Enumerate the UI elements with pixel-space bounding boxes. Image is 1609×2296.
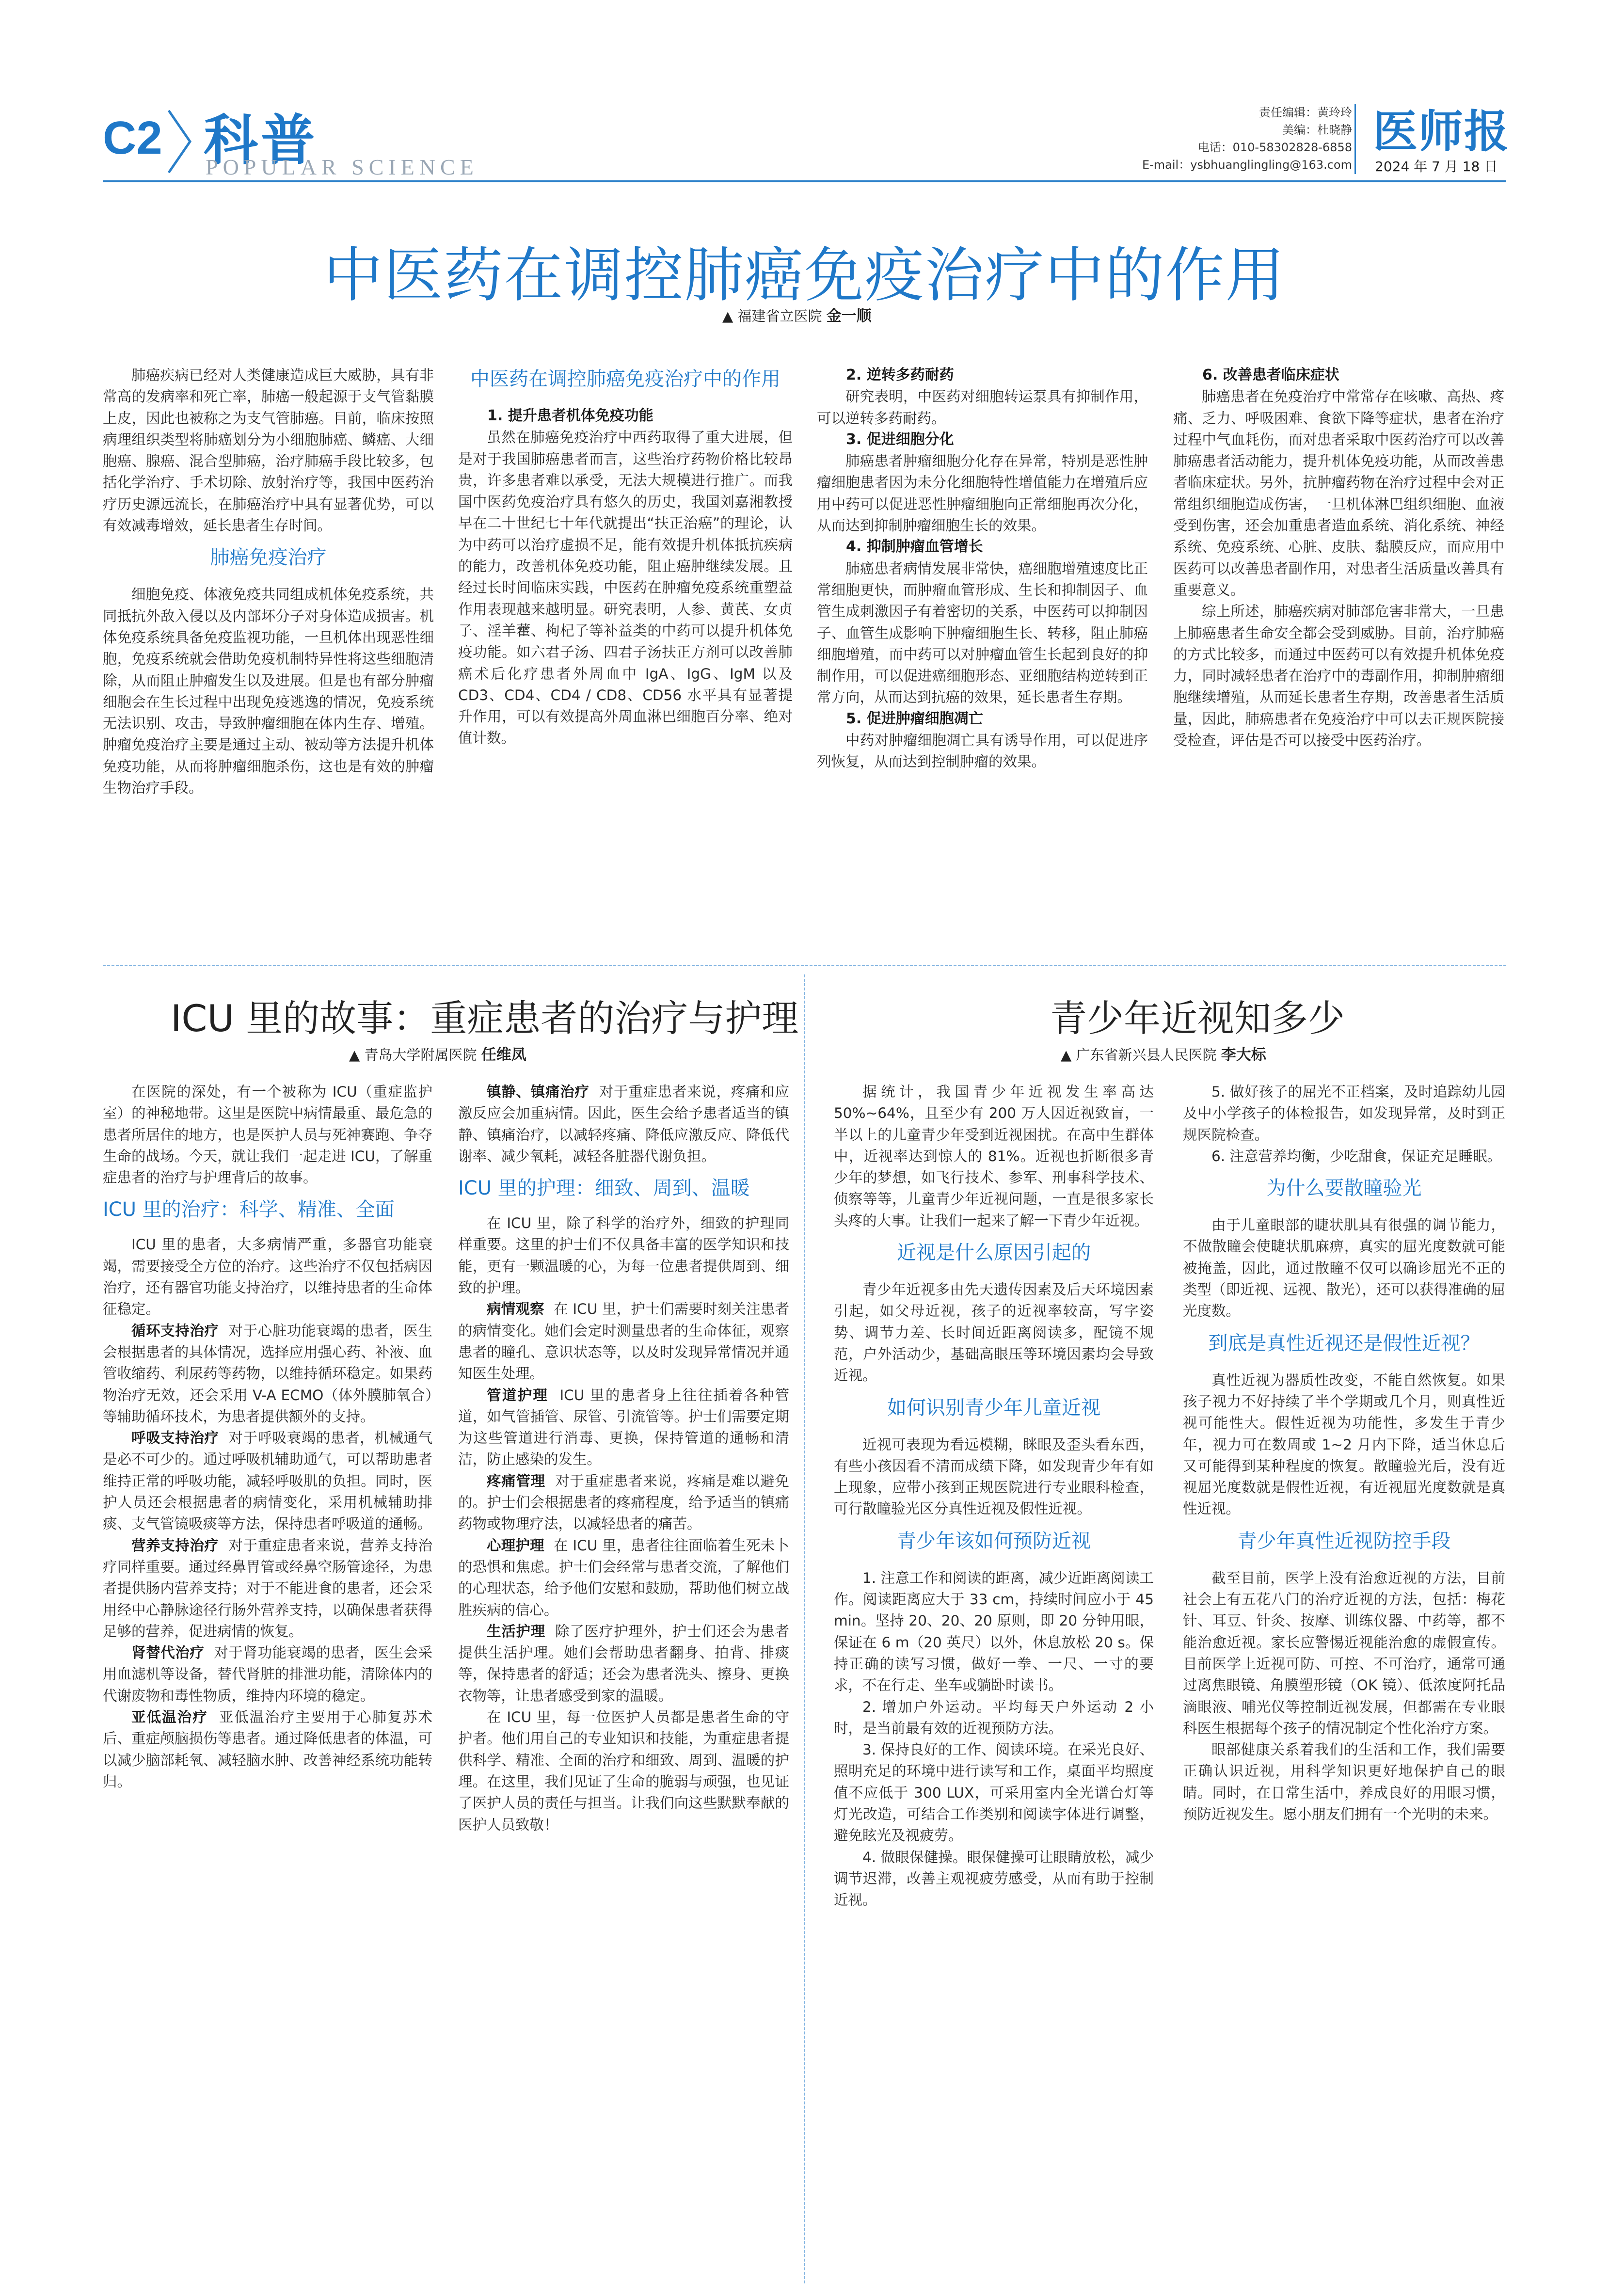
sub-heading: 1. 提升患者机体免疫功能 — [487, 407, 653, 424]
section-divider — [103, 965, 1506, 966]
paragraph: 在 ICU 里，每一位医护人员都是患者生命的守护者。他们用自己的专业知识和技能，为重症患者提供科学、精准、全面的治疗和细致、周到、温暖的护理。在这里，我们见证了生命的脆弱与顽强，也见证了医护人员的责任与担当。让我们向这些默默奉献的医护人员致敬！ — [458, 1709, 789, 1833]
paragraph: 循环支持治疗 对于心脏功能衰竭的患者，医生会根据患者的具体情况，选择应用强心药、补液、血管收缩药、利尿药等药物，以维持循环稳定。如果药物治疗无效，还会采用 V-A ECMO（体外膜肺氧合）等辅助循环技术，为患者提供额外的支持。 — [103, 1322, 432, 1425]
paragraph: 亚低温治疗 亚低温治疗主要用于心肺复苏术后、重症颅脑损伤等患者。通过降低患者的体温，可以减少脑部耗氧、减轻脑水肿、改善神经系统功能转归。 — [103, 1709, 432, 1790]
paragraph: 肺癌疾病已经对人类健康造成巨大威胁，具有非常高的发病率和死亡率，肺癌一般起源于支气管黏膜上皮，因此也被称之为支气管肺癌。目前，临床按照病理组织类型将肺癌划分为小细胞肺癌、鳞癌、大细胞癌、腺癌、混合型肺癌，治疗肺癌手段比较多，包括化学治疗、手术切除、放射治疗等，我国中医药治疗历史源远流长，在肺癌治疗中具有显著优势，可以有效减毒增效，延长患者生存时间。 — [103, 367, 434, 534]
paragraph: 青少年近视多由先天遗传因素及后天环境因素引起，如父母近视，孩子的近视率较高，写字姿势、调节力差、长时间近距离阅读多，配镜不规范，户外活动少，基础高眼压等环境因素均会导致近视。 — [834, 1281, 1154, 1384]
section-heading: ICU 里的护理：细致、周到、温暖 — [458, 1177, 750, 1200]
byline-org: ▲ 青岛大学附属医院 — [349, 1047, 477, 1063]
column-divider — [804, 974, 805, 2283]
article3-col1 — [834, 1081, 1154, 1911]
paragraph: 肺癌患者肿瘤细胞分化存在异常，特别是恶性肿瘤细胞患者因为未分化细胞特性增值能力在增殖后应用中药可以促进恶性肿瘤细胞向正常细胞再次分化，从而达到抑制肿瘤细胞生长的效果。 — [817, 453, 1148, 534]
article1-col4 — [1173, 365, 1504, 751]
paragraph: 管道护理 ICU 里的患者身上往往插着各种管道，如气管插管、尿管、引流管等。护士们需要定期为这些管道进行消毒、更换，保持管道的通畅和清洁，防止感染的发生。 — [458, 1387, 789, 1468]
paragraph: 细胞免疫、体液免疫共同组成机体免疫系统，共同抵抗外敌入侵以及内部坏分子对身体造成损害。机体免疫系统具备免疫监视功能，一旦机体出现恶性细胞，免疫系统就会借助免疫机制特异性将这些细胞清除，从而阻止肿瘤发生以及进展。但是也有部分肿瘤细胞会在生长过程中出现免疫逃逸的情况，免疫系统无法识别、攻击，导致肿瘤细胞在体内生存、增殖。肿瘤免疫治疗主要是通过主动、被动等方法提升机体免疫功能，从而将肿瘤细胞杀伤，这也是有效的肿瘤生物治疗手段。 — [103, 586, 434, 797]
paragraph: 研究表明，中医药对细胞转运泵具有抑制作用，可以逆转多药耐药。 — [817, 388, 1148, 427]
editor-credit: 责任编辑：黄玲玲 — [1259, 106, 1352, 119]
paragraph: 真性近视为器质性改变，不能自然恢复。如果孩子视力不好持续了半个学期或几个月，则真性近视可能性大。假性近视为功能性，多发生于青少年，视力可在数周或 1~2 月内下降，适当休息后又可能得到某种程度的恢复。散瞳验光后，没有近视屈光度数就是假性近视，有近视屈光度数就是真性近视。 — [1183, 1371, 1505, 1517]
paragraph: 4. 做眼保健操。眼保健操可让眼睛放松，减少调节迟滞，改善主观视疲劳感受，从而有助于控制近视。 — [834, 1849, 1154, 1909]
section-heading: 到底是真性近视还是假性近视？ — [1208, 1332, 1480, 1355]
header-rule — [103, 180, 1506, 182]
section-heading: ICU 里的治疗：科学、精准、全面 — [103, 1198, 395, 1221]
masthead-info — [1022, 104, 1352, 174]
sub-heading: 6. 改善患者临床症状 — [1202, 367, 1339, 383]
paragraph: 近视可表现为看远模糊，眯眼及歪头看东西，有些小孩因看不清而成绩下降，如发现青少年有如上现象，应带小孩到正规医院进行专业眼科检查，可行散瞳验光区分真性近视及假性近视。 — [834, 1436, 1154, 1517]
masthead-divider — [1354, 104, 1356, 174]
chevron-right-icon — [165, 108, 194, 175]
paragraph: 心理护理 在 ICU 里，患者往往面临着生死未卜的恐惧和焦虑。护士们会经常与患者交流，了解他们的心理状态，给予他们安慰和鼓励，帮助他们树立战胜疾病的信心。 — [458, 1537, 789, 1618]
section-heading: 近视是什么原因引起的 — [897, 1242, 1091, 1264]
byline-org: ▲ 广东省新兴县人民医院 — [1061, 1047, 1217, 1063]
paragraph: 肾替代治疗 对于肾功能衰竭的患者，医生会采用血滤机等设备，替代肾脏的排泄功能，清除体内的代谢废物和毒性物质，维持内环境的稳定。 — [103, 1644, 432, 1704]
paragraph: 肺癌患者病情发展非常快，癌细胞增殖速度比正常细胞更快，而肿瘤血管形成、生长和抑制因子、血管生成刺激因子有着密切的关系，中医药可以抑制因子、血管生成影响下肿瘤细胞生长、转移，阻止肺癌细胞增殖，而中药可以对肿瘤血管生长起到良好的抑制作用，可以促进癌细胞形态、亚细胞结构逆转到正常方向，从而达到抗癌的效果，延长患者生存期。 — [817, 560, 1148, 706]
sub-heading: 3. 促进细胞分化 — [846, 430, 954, 448]
article3-col2 — [1183, 1081, 1505, 1825]
paragraph: 镇静、镇痛治疗 对于重症患者来说，疼痛和应激反应会加重病情。因此，医生会给予患者适当的镇静、镇痛治疗，以减轻疼痛、降低应激反应、降低代谢率、减少氧耗，减轻各脏器代谢负担。 — [458, 1084, 789, 1164]
sub-heading: 5. 促进肿瘤细胞凋亡 — [846, 710, 983, 727]
paragraph: 综上所述，肺癌疾病对肺部危害非常大，一旦患上肺癌患者生命安全都会受到威胁。目前，治疗肺癌的方式比较多，而通过中医药可以有效提升机体免疫力，同时减轻患者在治疗中的毒副作用，抑制肿瘤细胞继续增殖，从而延长患者生存期，改善患者生活质量，因此，肺癌患者在免疫治疗中可以去正规医院接受检查，评估是否可以接受中医药治疗。 — [1173, 603, 1504, 749]
paragraph: 1. 注意工作和阅读的距离，减少近距离阅读工作。阅读距离应大于 33 cm，持续时间应小于 45 min。坚持 20、20、20 原则，即 20 分钟用眼，保证在 6 m（20 英尺）以外，休息放松 20 s。保持正确的读写习惯，做好一拳、一尺、一寸的要求，不在行走、坐车或躺卧时读书。 — [834, 1569, 1154, 1694]
section-heading: 如何识别青少年儿童近视 — [887, 1396, 1100, 1419]
paragraph: 眼部健康关系着我们的生活和工作，我们需要正确认识近视，用科学知识更好地保护自己的眼睛。同时，在日常生活中，养成良好的用眼习惯，预防近视发生。愿小朋友们拥有一个光明的未来。 — [1183, 1741, 1505, 1823]
article1-col3 — [817, 365, 1148, 773]
article1-title: 中医药在调控肺癌免疫治疗中的作用 — [323, 241, 1286, 310]
phone: 电话：010-58302828-6858 — [1197, 141, 1352, 154]
paragraph: 呼吸支持治疗 对于呼吸衰竭的患者，机械通气是必不可少的。通过呼吸机辅助通气，可以帮助患者维持正常的呼吸功能，减轻呼吸肌的负担。同时，医护人员还会根据患者的病情变化，采用机械辅助排痰、支气管镜吸痰等方法，保持患者呼吸道的通畅。 — [103, 1430, 432, 1532]
article3-title: 青少年近视知多少 — [1050, 997, 1345, 1040]
paragraph: 虽然在肺癌免疫治疗中西药取得了重大进展，但是对于我国肺癌患者而言，这些治疗药物价格比较昂贵，许多患者难以承受，无法大规模进行推广。而我国中医药免疫治疗具有悠久的历史，我国刘嘉湘教授早在二十世纪七十年代就提出“扶正治癌”的理论，认为中药可以治疗虚损不足，能有效提升机体抵抗疾病的能力，改善机体免疫功能，阻止癌肿继续发展。且经过长时间临床实践，中医药在肿瘤免疫系统重塑益作用表现越来越明显。研究表明，人参、黄芪、女贞子、淫羊藿、枸杞子等补益类的中药可以提升机体免疫功能。如六君子汤、四君子汤扶正方剂可以改善肺癌术后化疗患者外周血中 IgA、IgG、IgM 以及 CD3、CD4、CD4 / CD8、CD56 水平具有显著提升作用，可以有效提高外周血淋巴细胞百分率、绝对值计数。 — [458, 429, 793, 747]
article2-byline — [349, 1042, 526, 1064]
art-editor-credit: 美编：杜晓静 — [1282, 123, 1352, 137]
section-title: 科普 — [204, 109, 318, 172]
paragraph: 截至目前，医学上没有治愈近视的方法，目前社会上有五花八门的治疗近视的方法，包括：梅花针、耳豆、针灸、按摩、训练仪器、中药等，都不能治愈近视。家长应警惕近视能治愈的虚假宣传。目前医学上近视可防、可控、不可治疗，通常可通过离焦眼镜、角膜塑形镜（OK 镜）、低浓度阿托品滴眼液、哺光仪等控制近视发展，但都需在专业眼科医生根据每个孩子的情况制定个性化治疗方案。 — [1183, 1569, 1505, 1737]
email: E-mail：ysbhuanglingling@163.com — [1142, 158, 1352, 172]
paragraph: ICU 里的患者，大多病情严重，多器官功能衰竭，需要接受全方位的治疗。这些治疗不仅包括病因治疗，还有器官功能支持治疗，以维持患者的生命体征稳定。 — [103, 1236, 432, 1318]
article2-col1 — [103, 1081, 432, 1792]
sub-heading: 2. 逆转多药耐药 — [846, 367, 954, 383]
article2-col2 — [458, 1081, 789, 1835]
byline-author: 任维凤 — [481, 1046, 526, 1064]
byline-org: ▲ 福建省立医院 — [722, 308, 822, 324]
section-heading: 为什么要散瞳验光 — [1266, 1177, 1422, 1200]
section-heading: 肺癌免疫治疗 — [210, 546, 327, 569]
section-heading: 中医药在调控肺癌免疫治疗中的作用 — [470, 368, 781, 390]
paragraph: 由于儿童眼部的睫状肌具有很强的调节能力，不做散瞳会使睫状肌麻痹，真实的屈光度数就可能被掩盖，因此，通过散瞳不仅可以确诊屈光不正的类型（即近视、远视、散光），还可以获得准确的屈光度数。 — [1183, 1217, 1505, 1320]
paper-logo: 医师报 — [1373, 105, 1510, 158]
paragraph: 2. 增加户外运动。平均每天户外运动 2 小时，是当前最有效的近视预防方法。 — [834, 1698, 1154, 1737]
article2-title: ICU 里的故事：重症患者的治疗与护理 — [171, 997, 799, 1040]
paragraph: 5. 做好孩子的屈光不正档案，及时追踪幼儿园及中小学孩子的体检报告，如发现异常，及时到正规医院检查。 — [1183, 1084, 1505, 1143]
paragraph: 6. 注意营养均衡，少吃甜食，保证充足睡眠。 — [1211, 1148, 1502, 1164]
paragraph: 营养支持治疗 对于重症患者来说，营养支持治疗同样重要。通过经鼻胃管或经鼻空肠管途径，为患者提供肠内营养支持；对于不能进食的患者，还会采用经中心静脉途径行肠外营养支持，以确保患者获得足够的营养，促进病情的恢复。 — [103, 1537, 432, 1640]
byline-author: 李大标 — [1221, 1046, 1266, 1064]
article1-col2 — [458, 365, 793, 749]
paragraph: 肺癌患者在免疫治疗中常常存在咳嗽、高热、疼痛、乏力、呼吸困难、食欲下降等症状，患者在治疗过程中气血耗伤，而对患者采取中医药治疗可以改善肺癌患者活动能力，提升机体免疫功能，从而改善患者临床症状。另外，抗肿瘤药物在治疗过程中会对正常组织细胞造成伤害，一旦机体淋巴组织细胞、血液受到伤害，还会加重患者造血系统、消化系统、神经系统、免疫系统、心脏、皮肤、黏膜反应，而应用中医药可以改善患者副作用，对患者生活质量改善具有重要意义。 — [1173, 388, 1504, 598]
article1-col1 — [103, 365, 434, 798]
paragraph: 在 ICU 里，除了科学的治疗外，细致的护理同样重要。这里的护士们不仅具备丰富的医学知识和技能，更有一颗温暖的心，为每一位患者提供周到、细致的护理。 — [458, 1215, 789, 1296]
article1-byline — [722, 303, 872, 325]
byline-author: 金一顺 — [826, 307, 872, 325]
article3-byline — [1061, 1042, 1266, 1064]
paragraph: 病情观察 在 ICU 里，护士们需要时刻关注患者的病情变化。她们会定时测量患者的生命体征，观察患者的瞳孔、意识状态等，以及时发现异常情况并通知医生处理。 — [458, 1301, 789, 1382]
issue-date: 2024 年 7 月 18 日 — [1375, 159, 1498, 175]
paragraph: 疼痛管理 对于重症患者来说，疼痛是难以避免的。护士们会根据患者的疼痛程度，给予适当的镇痛药物或物理疗法，以减轻患者的痛苦。 — [458, 1472, 789, 1532]
section-subtitle: POPULAR SCIENCE — [206, 155, 478, 179]
paragraph: 3. 保持良好的工作、阅读环境。在采光良好、照明充足的环境中进行读写和工作，桌面平均照度值不应低于 300 LUX，可采用室内全光谱台灯等灯光改造，可结合工作类别和阅读字体进行调整，避免眩光及视疲劳。 — [834, 1741, 1154, 1844]
section-heading: 青少年真性近视防控手段 — [1237, 1530, 1451, 1552]
paragraph: 中药对肿瘤细胞凋亡具有诱导作用，可以促进序列恢复，从而达到控制肿瘤的效果。 — [817, 732, 1148, 770]
paragraph: 据统计，我国青少年近视发生率高达 50%~64%，且至少有 200 万人因近视致盲，一半以上的儿童青少年受到近视困扰。在高中生群体中，近视率达到惊人的 81%。近视也折断很多青少年的梦想，如飞行技术、参军、刑事科学技术、侦察等等，儿童青少年近视问题，一直是很多家长头疼的大事。让我们一起来了解一下青少年近视。 — [834, 1084, 1154, 1229]
paragraph: 生活护理 除了医疗护理外，护士们还会为患者提供生活护理。她们会帮助患者翻身、拍背、排痰等，保持患者的舒适；还会为患者洗头、擦身、更换衣物等，让患者感受到家的温暖。 — [458, 1623, 789, 1704]
sub-heading: 4. 抑制肿瘤血管增长 — [846, 538, 983, 556]
section-heading: 青少年该如何预防近视 — [897, 1530, 1091, 1552]
page-code: C2 — [103, 112, 162, 164]
paragraph: 在医院的深处，有一个被称为 ICU（重症监护室）的神秘地带。这里是医院中病情最重、最危急的患者所居住的地方，也是医护人员与死神赛跑、争夺生命的战场。今天，就让我们一起走进 ICU，了解重症患者的治疗与护理背后的故事。 — [103, 1084, 432, 1186]
